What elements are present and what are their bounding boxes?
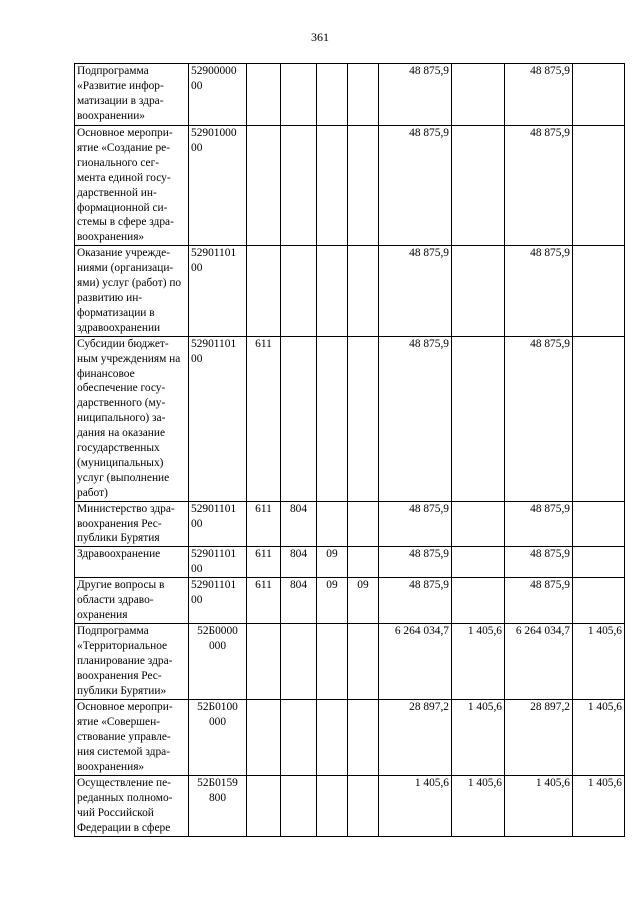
row-pr-cell [348,547,379,578]
row-grbs-cell [281,126,317,246]
row-grbs-cell [281,336,317,501]
row-sum3-cell: 1 405,6 [505,775,573,836]
table-row [75,547,625,578]
table-row [75,501,625,547]
table-row [75,336,625,501]
row-vr-cell [247,775,281,836]
row-sum2-cell: 1 405,6 [452,775,505,836]
row-code-cell: 52Б0159 800 [189,775,247,836]
row-code-cell: 52901101 00 [189,547,247,578]
row-rz-cell: 09 [317,547,348,578]
row-rz-cell [317,246,348,336]
row-sum4-cell [573,246,625,336]
row-sum3-cell: 48 875,9 [505,501,573,547]
row-grbs-cell [281,775,317,836]
row-pr-cell [348,775,379,836]
row-rz-cell [317,336,348,501]
row-code-cell: 52901101 00 [189,501,247,547]
row-name-cell: Здравоохранение [75,547,189,578]
row-sum3-cell: 48 875,9 [505,547,573,578]
row-vr-cell [247,64,281,126]
row-vr-cell [247,126,281,246]
row-code-cell: 52Б0000 000 [189,623,247,699]
row-grbs-cell [281,246,317,336]
row-sum4-cell [573,336,625,501]
row-pr-cell [348,699,379,775]
table-body [75,64,625,837]
row-code-cell: 52901101 00 [189,336,247,501]
row-sum2-cell [452,547,505,578]
row-sum1-cell: 48 875,9 [379,64,452,126]
row-sum4-cell: 1 405,6 [573,699,625,775]
row-rz-cell [317,501,348,547]
row-sum4-cell [573,126,625,246]
row-sum3-cell: 48 875,9 [505,126,573,246]
row-rz-cell [317,126,348,246]
budget-table [74,63,625,837]
row-name-cell: Осуществление пе-реданных полномо-чий Российской Федерации в сфере [75,775,189,836]
row-sum4-cell [573,501,625,547]
row-sum1-cell: 48 875,9 [379,336,452,501]
row-vr-cell [247,246,281,336]
row-sum1-cell: 48 875,9 [379,246,452,336]
row-vr-cell [247,699,281,775]
row-sum2-cell [452,336,505,501]
row-vr-cell: 611 [247,578,281,624]
table-row [75,578,625,624]
row-grbs-cell [281,623,317,699]
row-sum1-cell: 48 875,9 [379,501,452,547]
row-sum2-cell [452,126,505,246]
row-code-cell: 52901101 00 [189,246,247,336]
table-row [75,699,625,775]
row-sum3-cell: 28 897,2 [505,699,573,775]
row-grbs-cell: 804 [281,578,317,624]
row-pr-cell [348,623,379,699]
row-sum4-cell [573,64,625,126]
row-sum3-cell: 48 875,9 [505,578,573,624]
page-number: 361 [311,30,329,44]
row-name-cell: Министерство здра-воохранения Рес-публики Бурятия [75,501,189,547]
row-pr-cell [348,126,379,246]
row-sum1-cell: 6 264 034,7 [379,623,452,699]
row-sum1-cell: 48 875,9 [379,578,452,624]
row-rz-cell [317,623,348,699]
row-grbs-cell: 804 [281,501,317,547]
row-sum1-cell: 28 897,2 [379,699,452,775]
row-pr-cell [348,501,379,547]
row-rz-cell [317,699,348,775]
row-name-cell: Основное меропри-ятие «Создание ре-гионального сег-мента единой госу-дарственной ин-формационной си-стемы в сфере здра-воохранения» [75,126,189,246]
row-sum3-cell: 48 875,9 [505,64,573,126]
row-pr-cell [348,336,379,501]
row-sum2-cell [452,246,505,336]
row-sum3-cell: 48 875,9 [505,336,573,501]
row-name-cell: Субсидии бюджет-ным учреждениям на финансовое обеспечение госу-дарственного (му-ниципального) за-дания на оказание государственных (муниципальных) услуг (выполнение работ) [75,336,189,501]
row-name-cell: Другие вопросы в области здраво-охранения [75,578,189,624]
table-row [75,775,625,836]
row-name-cell: Основное меропри-ятие «Совершен-ствование управле-ния системой здра-воохранения» [75,699,189,775]
row-sum4-cell: 1 405,6 [573,623,625,699]
row-sum3-cell: 6 264 034,7 [505,623,573,699]
row-sum1-cell: 48 875,9 [379,126,452,246]
row-pr-cell [348,246,379,336]
row-vr-cell [247,623,281,699]
row-sum2-cell: 1 405,6 [452,623,505,699]
row-sum4-cell [573,547,625,578]
row-rz-cell [317,64,348,126]
row-code-cell: 52901000 00 [189,126,247,246]
row-sum2-cell [452,501,505,547]
row-pr-cell [348,64,379,126]
row-vr-cell: 611 [247,336,281,501]
row-sum2-cell [452,578,505,624]
row-sum1-cell: 1 405,6 [379,775,452,836]
row-pr-cell: 09 [348,578,379,624]
row-grbs-cell [281,699,317,775]
row-code-cell: 52Б0100 000 [189,699,247,775]
row-sum3-cell: 48 875,9 [505,246,573,336]
row-name-cell: Оказание учрежде-ниями (организаци-ями) услуг (работ) по развитию ин-форматизации в здравоохранении [75,246,189,336]
row-code-cell: 52900000 00 [189,64,247,126]
table-row [75,623,625,699]
row-sum1-cell: 48 875,9 [379,547,452,578]
row-sum4-cell: 1 405,6 [573,775,625,836]
row-vr-cell: 611 [247,547,281,578]
row-vr-cell: 611 [247,501,281,547]
row-name-cell: Подпрограмма «Территориальное планирование здра-воохранения Рес-публики Бурятии» [75,623,189,699]
row-rz-cell [317,775,348,836]
table-row [75,126,625,246]
row-grbs-cell [281,64,317,126]
row-code-cell: 52901101 00 [189,578,247,624]
table-row [75,246,625,336]
row-sum2-cell: 1 405,6 [452,699,505,775]
row-sum4-cell [573,578,625,624]
row-rz-cell: 09 [317,578,348,624]
row-name-cell: Подпрограмма «Развитие инфор-матизации в здра-воохранении» [75,64,189,126]
table-row [75,64,625,126]
row-grbs-cell: 804 [281,547,317,578]
row-sum2-cell [452,64,505,126]
